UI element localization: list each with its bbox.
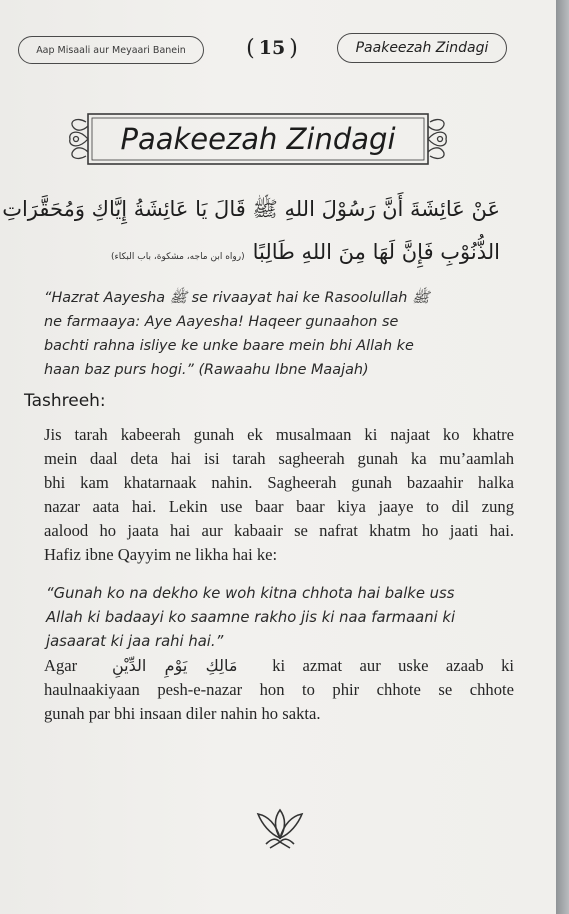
header-chapter-title: Paakeezah Zindagi: [337, 33, 507, 63]
paragraph-line: gunah par bhi insaan diler nahin ho sakta.: [44, 704, 321, 723]
paragraph-line: aalood ho jaata hai aur kabaair se nafrat khatm ho jaati hai.: [44, 521, 514, 540]
paragraph-line: bhi kam khatarnaak nahin. Sagheerah gunah bazaahir halka: [44, 473, 514, 492]
hadith-line: haan baz purs hogi.” (Rawaahu Ibne Maajah): [44, 362, 369, 378]
quote-line: “Gunah ko na dekho ke woh kitna chhota hai balke uss: [46, 585, 455, 602]
scholar-quote: [46, 582, 506, 654]
quote-line: jasaarat ki jaa rahi hai.”: [46, 633, 224, 650]
hadith-line: “Hazrat Aayesha ﷺ se rivaayat hai ke Rasoolullah ﷺ: [44, 290, 430, 306]
book-page-edge: [556, 0, 569, 914]
inline-arabic-phrase: مَالِكِ يَوْمِ الدِّيْنِ: [111, 656, 238, 675]
section-heading: Tashreeh:: [24, 391, 106, 411]
hadith-translation: [44, 286, 502, 382]
floral-ornament-icon: [254, 804, 306, 850]
paragraph-line: Hafiz ibne Qayyim ne likha hai ke:: [44, 545, 278, 564]
arabic-reference: (رواه ابن ماجه، مشكوة، باب البكاء): [110, 252, 245, 262]
arabic-hadith-line-2: [90, 240, 500, 264]
explanation-paragraph: [44, 423, 514, 567]
paragraph-line: nazar aata hai. Lekin use baar baar kiya jaaye to dil zung: [44, 497, 514, 516]
hadith-line: ne farmaaya: Aye Aayesha! Haqeer gunaahon se: [44, 314, 399, 330]
hadith-line: bachti rahna isliye ke unke baare mein bhi Allah ke: [44, 338, 414, 354]
header-book-title: Aap Misaali aur Meyaari Banein: [18, 36, 204, 64]
page-number: ( 15 ): [246, 35, 298, 61]
arabic-hadith-text: الذُّنُوْبِ فَإِنَّ لَهَا مِنَ اللهِ طَالِبًا: [252, 240, 500, 264]
closing-paragraph: [44, 654, 514, 726]
arabic-hadith-line-1: عَنْ عَائِشَةَ أَنَّ رَسُوْلَ اللهِ ﷺ قَالَ يَا عَائِشَةُ إِيَّاكِ وَمُحَقَّرَاتِ: [2, 197, 500, 221]
paragraph-line: Agar مَالِكِ يَوْمِ الدِّيْنِ ki azmat aur uske azaab ki: [44, 656, 514, 675]
paragraph-line: haulnaakiyaan pesh-e-nazar hon to phir chhote se chhote: [44, 680, 514, 699]
chapter-title-frame: [64, 110, 452, 168]
paragraph-line: Jis tarah kabeerah gunah ek musalmaan ki najaat ko khatre: [44, 425, 514, 444]
quote-line: Allah ki badaayi ko saamne rakho jis ki naa farmaani ki: [46, 609, 456, 626]
chapter-title: Paakeezah Zindagi: [120, 122, 396, 156]
paragraph-line: mein daal deta hai isi tarah sagheerah gunah ka mu’aamlah: [44, 449, 514, 468]
